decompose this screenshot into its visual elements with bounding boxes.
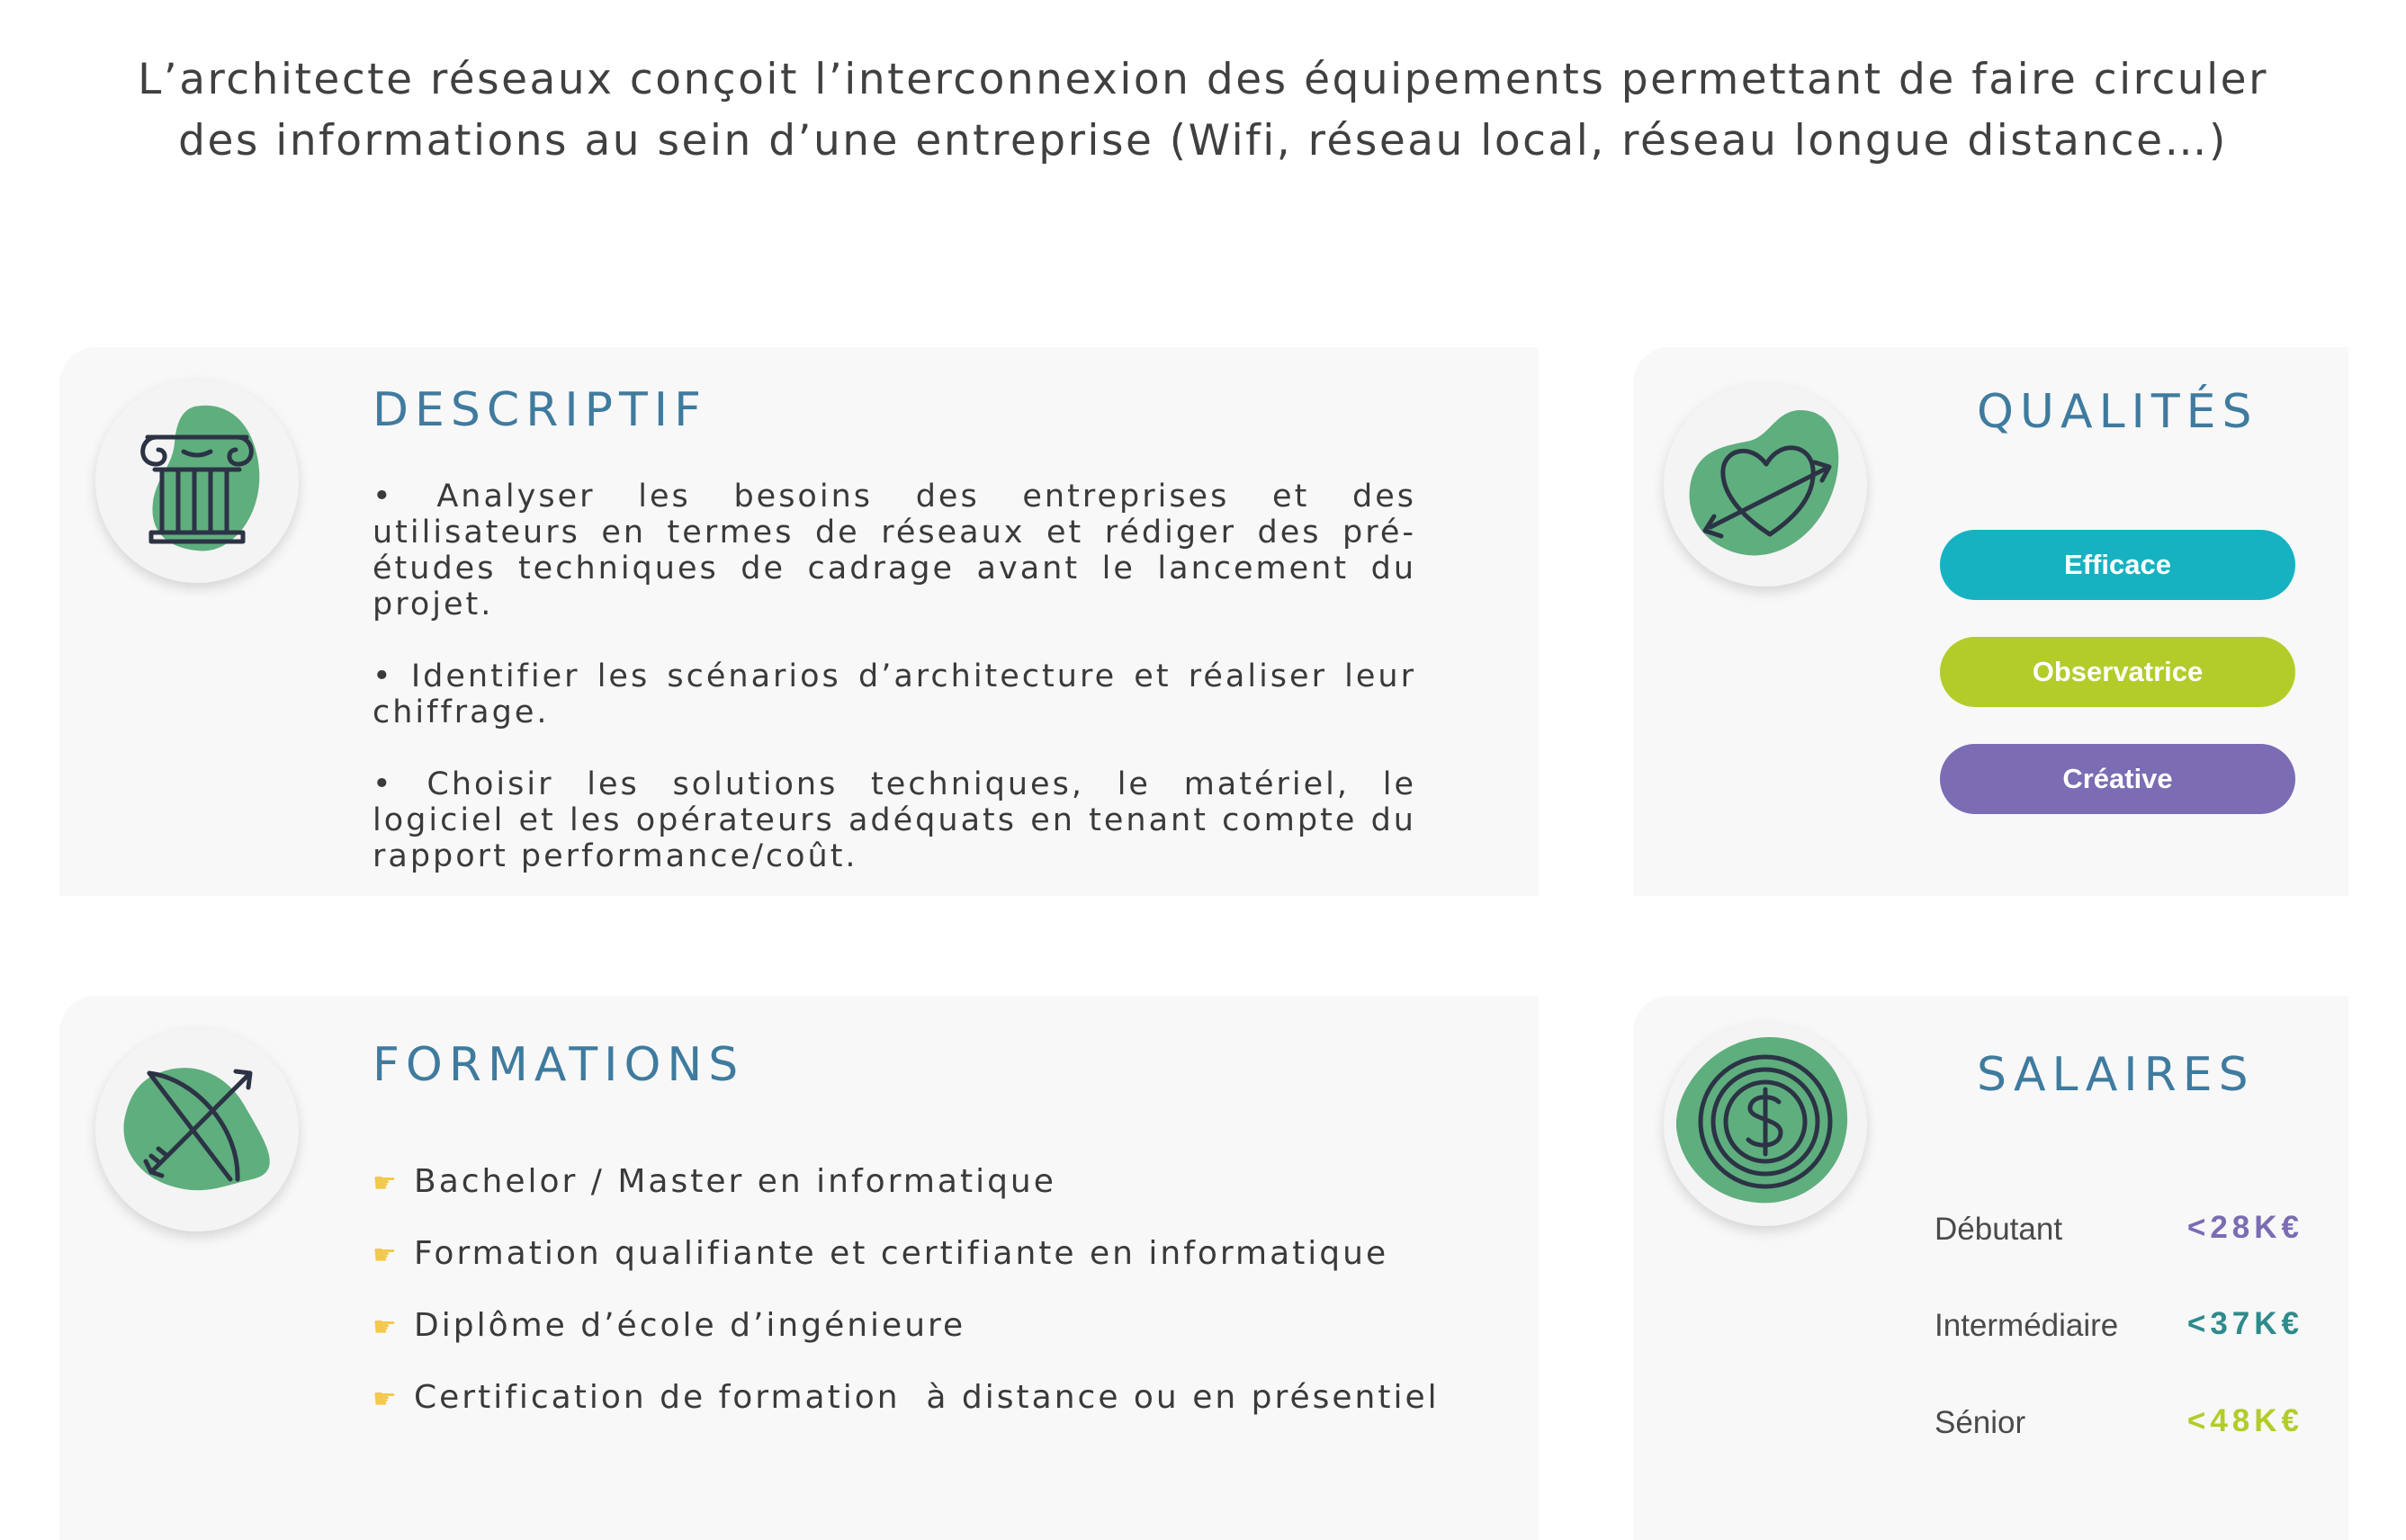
salaires-card bbox=[1633, 996, 2348, 1540]
pointing-hand-icon: ☛ bbox=[373, 1168, 400, 1199]
column-icon bbox=[95, 380, 299, 583]
bow-arrow-icon bbox=[95, 1028, 299, 1231]
list-item: • Choisir les solutions techniques, le matériel, le logiciel et les opérateurs adéquats en tenant compte du rapport performance/coût. bbox=[373, 766, 1416, 874]
list-item: • Identifier les scénarios d’architecture et réaliser leur chiffrage. bbox=[373, 658, 1416, 730]
descriptif-title: DESCRIPTIF bbox=[373, 383, 708, 437]
salary-value-debutant: <28K€ bbox=[2186, 1210, 2303, 1245]
pointing-hand-icon: ☛ bbox=[373, 1312, 400, 1343]
formations-card bbox=[59, 996, 1539, 1540]
pointing-hand-icon: ☛ bbox=[373, 1240, 400, 1271]
qualites-title: QUALITÉS bbox=[1977, 385, 2258, 439]
heart-arrow-icon bbox=[1664, 383, 1867, 586]
intro-text: L’architecte réseaux conçoit l’interconnexion des équipements permettant de faire circuler des informations au sein d’une entreprise (Wifi, réseau local, réseau longue distance…) bbox=[138, 55, 2268, 166]
dollar-coin-icon bbox=[1664, 1023, 1867, 1226]
salaires-title: SALAIRES bbox=[1977, 1048, 2255, 1102]
formations-title: FORMATIONS bbox=[373, 1038, 745, 1092]
list-item: ☛ Certification de formation à distance ou en présentiel bbox=[373, 1379, 1440, 1416]
salary-label-intermediaire: Intermédiaire bbox=[1935, 1308, 2119, 1343]
salary-value-intermediaire: <37K€ bbox=[2186, 1306, 2303, 1341]
qualites-card bbox=[1633, 347, 2348, 896]
list-item: ☛ Diplôme d’école d’ingénieure bbox=[373, 1307, 966, 1344]
descriptif-list bbox=[373, 479, 1416, 910]
pointing-hand-icon: ☛ bbox=[373, 1383, 400, 1415]
salary-label-senior: Sénior bbox=[1935, 1405, 2026, 1440]
list-item: ☛ Formation qualifiante et certifiante en informatique bbox=[373, 1235, 1389, 1272]
quality-pill-efficace: Efficace bbox=[1940, 530, 2295, 600]
quality-pill-observatrice: Observatrice bbox=[1940, 637, 2295, 707]
list-item: ☛ Bachelor / Master en informatique bbox=[373, 1163, 1056, 1200]
descriptif-card bbox=[59, 347, 1539, 896]
quality-pill-creative: Créative bbox=[1940, 744, 2295, 814]
salary-value-senior: <48K€ bbox=[2186, 1403, 2303, 1438]
list-item: • Analyser les besoins des entreprises et des utilisateurs en termes de réseaux et rédiger des pré-études techniques de cadrage avant le lancement du projet. bbox=[373, 479, 1416, 622]
salary-label-debutant: Débutant bbox=[1935, 1212, 2063, 1247]
